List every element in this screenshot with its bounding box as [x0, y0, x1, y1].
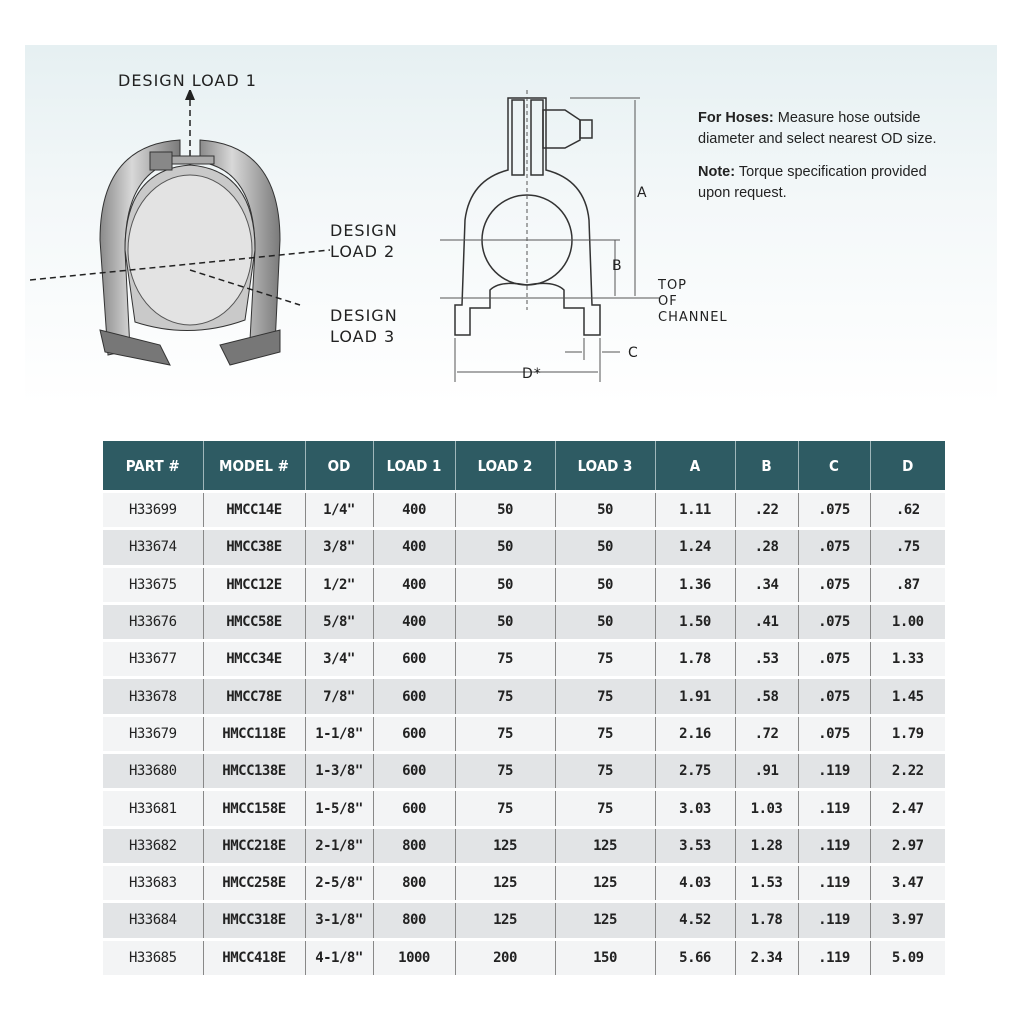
column-header: C [798, 441, 870, 492]
top-of-channel-label [658, 278, 728, 326]
table-cell: 125 [455, 864, 555, 901]
table-cell: 400 [373, 529, 455, 566]
table-cell: 1.36 [655, 566, 735, 603]
table-cell: .119 [798, 753, 870, 790]
table-cell: 3.97 [870, 902, 945, 939]
table-cell: 2.22 [870, 753, 945, 790]
table-cell: 800 [373, 864, 455, 901]
table-cell: .28 [735, 529, 798, 566]
table-cell: 400 [373, 566, 455, 603]
table-cell: .41 [735, 603, 798, 640]
label-line: LOAD 2 [330, 242, 396, 261]
design-load-1-label: DESIGN LOAD 1 [118, 71, 257, 90]
table-cell: 75 [555, 678, 655, 715]
table-cell: 2.47 [870, 790, 945, 827]
table-cell: 1/4" [305, 492, 373, 529]
table-cell: 1.78 [655, 641, 735, 678]
table-row [103, 566, 945, 603]
column-header: LOAD 3 [555, 441, 655, 492]
table-cell: HMCC78E [203, 678, 305, 715]
table-cell: HMCC118E [203, 715, 305, 752]
dim-a-label: A [637, 185, 648, 201]
table-cell: 50 [555, 492, 655, 529]
spec-table [103, 441, 945, 975]
table-cell: 125 [555, 902, 655, 939]
table-cell: 1.11 [655, 492, 735, 529]
table-cell: 50 [455, 529, 555, 566]
table-cell: 600 [373, 641, 455, 678]
table-cell: HMCC158E [203, 790, 305, 827]
table-cell: 2.34 [735, 939, 798, 975]
dim-b-label: B [612, 258, 623, 274]
table-cell: 75 [555, 753, 655, 790]
notes [698, 108, 938, 216]
table-row [103, 864, 945, 901]
label-line: LOAD 3 [330, 327, 396, 346]
table-cell: 3/8" [305, 529, 373, 566]
table-cell: 50 [555, 603, 655, 640]
table-cell: 1.91 [655, 678, 735, 715]
table-cell: .75 [870, 529, 945, 566]
label-line: TOP [658, 278, 688, 293]
table-cell: 50 [455, 603, 555, 640]
table-cell: 2.75 [655, 753, 735, 790]
table-cell: 75 [455, 753, 555, 790]
hoses-note [698, 108, 938, 150]
table-cell: .62 [870, 492, 945, 529]
table-cell: H33680 [103, 753, 203, 790]
table-cell: H33685 [103, 939, 203, 975]
table-cell: 2.16 [655, 715, 735, 752]
torque-note [698, 162, 938, 204]
column-header: A [655, 441, 735, 492]
table-cell: 1.24 [655, 529, 735, 566]
table-cell: 1/2" [305, 566, 373, 603]
table-cell: 50 [455, 566, 555, 603]
table-cell: 5.09 [870, 939, 945, 975]
label-line: DESIGN [330, 221, 398, 240]
table-cell: 75 [555, 790, 655, 827]
table-cell: .075 [798, 641, 870, 678]
table-row [103, 641, 945, 678]
table-cell: .72 [735, 715, 798, 752]
table-cell: 600 [373, 790, 455, 827]
table-cell: 1.45 [870, 678, 945, 715]
table-cell: 125 [455, 902, 555, 939]
column-header: D [870, 441, 945, 492]
table-cell: 125 [455, 827, 555, 864]
table-row [103, 827, 945, 864]
clamp-3d-illustration [30, 90, 330, 380]
table-cell: 200 [455, 939, 555, 975]
table-cell: 75 [455, 790, 555, 827]
table-cell: HMCC318E [203, 902, 305, 939]
table-cell: 75 [455, 678, 555, 715]
table-cell: H33679 [103, 715, 203, 752]
table-row [103, 492, 945, 529]
table-cell: .87 [870, 566, 945, 603]
table-cell: H33684 [103, 902, 203, 939]
table-cell: .119 [798, 902, 870, 939]
table-row [103, 753, 945, 790]
table-cell: .119 [798, 827, 870, 864]
table-cell: HMCC418E [203, 939, 305, 975]
table-cell: 7/8" [305, 678, 373, 715]
column-header: PART # [103, 441, 203, 492]
table-cell: 1.79 [870, 715, 945, 752]
table-cell: 3-1/8" [305, 902, 373, 939]
table-cell: 3/4" [305, 641, 373, 678]
label-line: OF [658, 294, 678, 309]
table-cell: 4.52 [655, 902, 735, 939]
table-cell: 1.28 [735, 827, 798, 864]
table-cell: 400 [373, 603, 455, 640]
dim-c-label: C [628, 345, 639, 361]
table-cell: 125 [555, 864, 655, 901]
table-cell: 1.53 [735, 864, 798, 901]
table-cell: 150 [555, 939, 655, 975]
table-cell: H33677 [103, 641, 203, 678]
table-cell: 2-1/8" [305, 827, 373, 864]
table-cell: H33683 [103, 864, 203, 901]
table-cell: 5/8" [305, 603, 373, 640]
table-cell: 50 [455, 492, 555, 529]
dim-d-label: D* [522, 366, 542, 382]
table-cell: HMCC58E [203, 603, 305, 640]
table-cell: HMCC34E [203, 641, 305, 678]
table-cell: HMCC258E [203, 864, 305, 901]
table-cell: 2.97 [870, 827, 945, 864]
table-cell: 600 [373, 678, 455, 715]
table-cell: 4-1/8" [305, 939, 373, 975]
table-cell: 1.78 [735, 902, 798, 939]
table-cell: HMCC14E [203, 492, 305, 529]
table-cell: .91 [735, 753, 798, 790]
clamp-dimension-drawing [440, 90, 660, 390]
table-cell: 800 [373, 902, 455, 939]
label-line: DESIGN [330, 306, 398, 325]
table-cell: 75 [555, 715, 655, 752]
table-cell: 800 [373, 827, 455, 864]
table-cell: H33678 [103, 678, 203, 715]
table-row [103, 529, 945, 566]
column-header: LOAD 1 [373, 441, 455, 492]
table-cell: 125 [555, 827, 655, 864]
table-cell: .34 [735, 566, 798, 603]
table-cell: 75 [455, 641, 555, 678]
table-cell: 50 [555, 529, 655, 566]
table-cell: 600 [373, 715, 455, 752]
table-cell: H33675 [103, 566, 203, 603]
table-cell: .075 [798, 492, 870, 529]
column-header: MODEL # [203, 441, 305, 492]
table-cell: H33681 [103, 790, 203, 827]
table-cell: 1.03 [735, 790, 798, 827]
table-cell: 1000 [373, 939, 455, 975]
table-cell: 400 [373, 492, 455, 529]
note-text: Torque specification provided upon request. [698, 164, 927, 201]
table-row [103, 603, 945, 640]
table-cell: H33676 [103, 603, 203, 640]
table-cell: 1.00 [870, 603, 945, 640]
bolt-head-icon [150, 152, 172, 170]
design-load-3-label [330, 305, 398, 347]
column-header: B [735, 441, 798, 492]
table-cell: 2-5/8" [305, 864, 373, 901]
label-line: CHANNEL [658, 310, 728, 325]
table-row [103, 715, 945, 752]
table-cell: HMCC138E [203, 753, 305, 790]
table-cell: 75 [555, 641, 655, 678]
table-cell: 600 [373, 753, 455, 790]
table-cell: 5.66 [655, 939, 735, 975]
table-cell: 3.03 [655, 790, 735, 827]
table-cell: 75 [455, 715, 555, 752]
table-cell: .075 [798, 566, 870, 603]
table-cell: HMCC218E [203, 827, 305, 864]
table-cell: 1-3/8" [305, 753, 373, 790]
table-cell: .53 [735, 641, 798, 678]
arrow-icon [185, 90, 195, 100]
table-cell: 1-5/8" [305, 790, 373, 827]
design-load-2-label [330, 220, 398, 262]
table-row [103, 678, 945, 715]
table-cell: H33674 [103, 529, 203, 566]
table-cell: H33699 [103, 492, 203, 529]
table-cell: 1.33 [870, 641, 945, 678]
note-label: Note: [698, 164, 736, 180]
table-cell: .075 [798, 529, 870, 566]
table-cell: .119 [798, 790, 870, 827]
table-cell: HMCC38E [203, 529, 305, 566]
note-text: Measure hose outside diameter and select nearest OD size. [698, 110, 937, 147]
table-cell: .119 [798, 939, 870, 975]
column-header: OD [305, 441, 373, 492]
table-cell: H33682 [103, 827, 203, 864]
table-row [103, 790, 945, 827]
table-cell: HMCC12E [203, 566, 305, 603]
table-row [103, 902, 945, 939]
table-cell: .119 [798, 864, 870, 901]
table-cell: .075 [798, 603, 870, 640]
table-row [103, 939, 945, 975]
table-cell: .075 [798, 715, 870, 752]
table-cell: 50 [555, 566, 655, 603]
table-cell: .075 [798, 678, 870, 715]
table-cell: 3.53 [655, 827, 735, 864]
table-header-row [103, 441, 945, 492]
table-cell: 1.50 [655, 603, 735, 640]
table-cell: .58 [735, 678, 798, 715]
table-cell: 4.03 [655, 864, 735, 901]
table-cell: .22 [735, 492, 798, 529]
column-header: LOAD 2 [455, 441, 555, 492]
table-cell: 1-1/8" [305, 715, 373, 752]
table-cell: 3.47 [870, 864, 945, 901]
note-label: For Hoses: [698, 110, 774, 126]
